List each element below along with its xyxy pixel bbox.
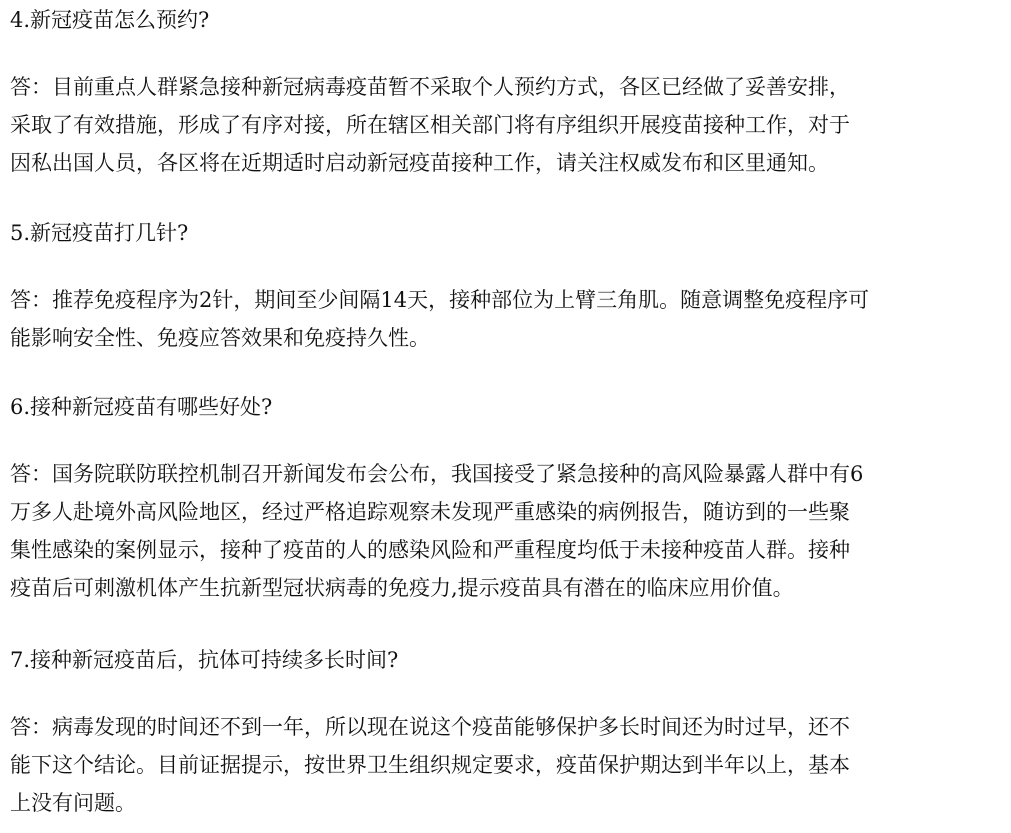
question-5-heading: 5.新冠疫苗打几针? xyxy=(10,221,189,245)
answer-6-line: 万多人赴境外高风险地区，经过严格追踪观察未发现严重感染的病例报告，随访到的一些聚 xyxy=(10,500,850,524)
question-6-heading: 6.接种新冠疫苗有哪些好处? xyxy=(10,395,273,419)
answer-7-line: 能下这个结论。目前证据提示，按世界卫生组织规定要求，疫苗保护期达到半年以上，基本 xyxy=(10,753,850,777)
answer-6-paragraph xyxy=(10,455,863,607)
answer-7-line: 上没有问题。 xyxy=(10,791,136,815)
answer-4-line: 采取了有效措施，形成了有序对接，所在辖区相关部门将有序组织开展疫苗接种工作，对于 xyxy=(10,113,850,137)
answer-6-line: 答：国务院联防联控机制召开新闻发布会公布，我国接受了紧急接种的高风险暴露人群中有6 xyxy=(10,462,864,486)
answer-6-line: 集性感染的案例显示，接种了疫苗的人的感染风险和严重程度均低于未接种疫苗人群。接种 xyxy=(10,538,850,562)
answer-5-line: 答：推荐免疫程序为2针，期间至少间隔14天，接种部位为上臂三角肌。随意调整免疫程序可 xyxy=(10,288,870,312)
question-7-heading: 7.接种新冠疫苗后，抗体可持续多长时间? xyxy=(10,648,399,672)
answer-6-line: 疫苗后可刺激机体产生抗新型冠状病毒的免疫力,提示疫苗具有潜在的临床应用价值。 xyxy=(10,576,794,600)
answer-5-line: 能影响安全性、免疫应答效果和免疫持久性。 xyxy=(10,326,430,350)
answer-5-paragraph xyxy=(10,281,869,357)
answer-7-line: 答：病毒发现的时间还不到一年，所以现在说这个疫苗能够保护多长时间还为时过早，还不 xyxy=(10,715,850,739)
answer-4-line: 因私出国人员，各区将在近期适时启动新冠疫苗接种工作，请关注权威发布和区里通知。 xyxy=(10,151,829,175)
answer-4-paragraph xyxy=(10,68,850,182)
answer-4-line: 答：目前重点人群紧急接种新冠病毒疫苗暂不采取个人预约方式，各区已经做了妥善安排， xyxy=(10,75,850,99)
question-4-heading: 4.新冠疫苗怎么预约? xyxy=(10,8,210,32)
answer-7-paragraph xyxy=(10,708,850,822)
